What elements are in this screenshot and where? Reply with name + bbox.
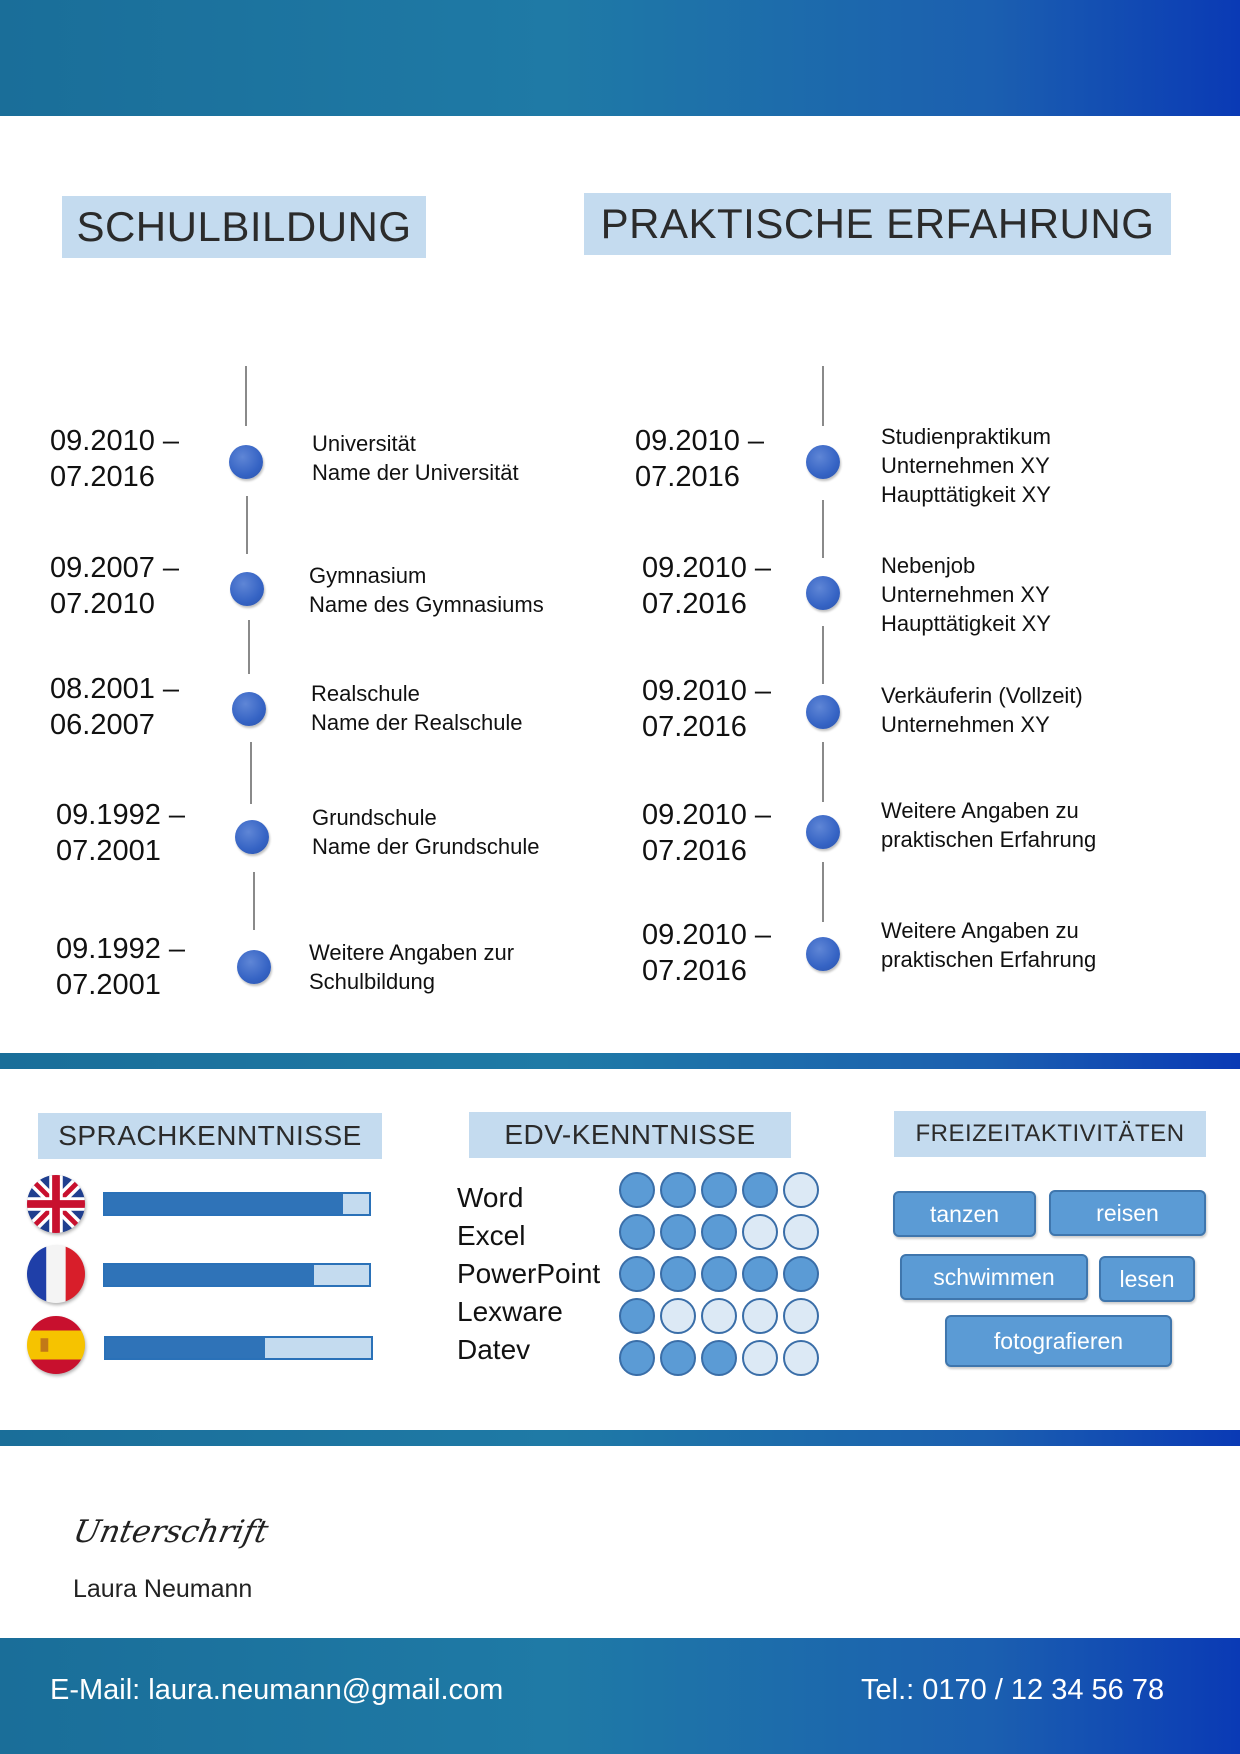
timeline-dot	[806, 815, 840, 849]
rating-circle	[783, 1340, 819, 1376]
header-band	[0, 0, 1240, 116]
timeline-dot	[230, 572, 264, 606]
rating-circle	[660, 1256, 696, 1292]
experience-date: 09.2010 – 07.2016	[642, 552, 772, 620]
hobby-tag: fotografieren	[945, 1315, 1172, 1367]
language-level-fill	[105, 1194, 343, 1214]
education-date: 09.2010 – 07.2016	[50, 425, 180, 493]
timeline-connector	[253, 872, 255, 930]
rating-circle	[783, 1214, 819, 1250]
language-level-fill	[106, 1338, 265, 1358]
timeline-connector	[246, 496, 248, 554]
education-date: 09.2007 – 07.2010	[50, 552, 180, 620]
experience-date: 09.2010 – 07.2016	[642, 919, 772, 987]
france-flag-icon	[27, 1245, 85, 1303]
rating-circle	[660, 1298, 696, 1334]
timeline-connector	[822, 626, 824, 684]
timeline-dot	[806, 445, 840, 479]
experience-entry: Studienpraktikum Unternehmen XY Haupttätigkeit XY	[881, 424, 1051, 507]
timeline-dot	[232, 692, 266, 726]
timeline-dot	[806, 576, 840, 610]
timeline-connector	[245, 366, 247, 426]
experience-entry: Weitere Angaben zu praktischen Erfahrung	[881, 918, 1097, 972]
timeline-connector	[822, 366, 824, 426]
education-heading: SCHULBILDUNG	[62, 196, 426, 258]
rating-circle	[619, 1256, 655, 1292]
education-entry: Realschule Name der Realschule	[311, 681, 523, 735]
hobby-tag: tanzen	[893, 1191, 1036, 1237]
signature-handwriting: Unterschrift	[70, 1514, 272, 1550]
rating-circle	[783, 1256, 819, 1292]
experience-date: 09.2010 – 07.2016	[642, 799, 772, 867]
education-date: 08.2001 – 06.2007	[50, 673, 180, 741]
education-entry: Gymnasium Name des Gymnasiums	[309, 563, 544, 617]
timeline-connector	[822, 862, 824, 922]
it-skills-heading: EDV-KENNTNISSE	[469, 1112, 791, 1158]
timeline-connector	[822, 742, 824, 802]
experience-heading: PRAKTISCHE ERFAHRUNG	[584, 193, 1171, 255]
timeline-dot	[806, 695, 840, 729]
footer-email: E-Mail: laura.neumann@gmail.com	[50, 1674, 504, 1706]
hobby-tag: schwimmen	[900, 1254, 1088, 1300]
it-skill-label: PowerPoint	[457, 1258, 601, 1289]
rating-circle	[660, 1214, 696, 1250]
rating-circle	[783, 1298, 819, 1334]
language-level-bar	[104, 1336, 373, 1360]
rating-circle	[742, 1172, 778, 1208]
timeline-dot	[237, 950, 271, 984]
rating-circle	[742, 1214, 778, 1250]
timeline-dot	[235, 820, 269, 854]
language-level-bar	[103, 1192, 371, 1216]
timeline-connector	[250, 742, 252, 804]
rating-circle	[742, 1340, 778, 1376]
uk-flag-icon	[27, 1175, 85, 1233]
timeline-dot	[229, 445, 263, 479]
it-skill-label: Datev	[457, 1334, 531, 1365]
experience-entry: Weitere Angaben zu praktischen Erfahrung	[881, 798, 1097, 852]
languages-heading: SPRACHKENNTNISSE	[38, 1113, 382, 1159]
it-skill-label: Word	[457, 1182, 524, 1213]
education-entry: Universität Name der Universität	[312, 431, 519, 485]
rating-circle	[660, 1172, 696, 1208]
rating-circle	[619, 1172, 655, 1208]
rating-circle	[619, 1214, 655, 1250]
education-date: 09.1992 – 07.2001	[56, 799, 186, 867]
education-entry: Weitere Angaben zur Schulbildung	[309, 940, 515, 994]
language-level-bar	[103, 1263, 371, 1287]
it-skill-label: Lexware	[457, 1296, 563, 1327]
experience-entry: Verkäuferin (Vollzeit) Unternehmen XY	[881, 683, 1083, 737]
rating-circle	[701, 1214, 737, 1250]
rating-circle	[783, 1172, 819, 1208]
education-entry: Grundschule Name der Grundschule	[312, 805, 540, 859]
language-level-fill	[105, 1265, 314, 1285]
rating-circle	[701, 1298, 737, 1334]
experience-date: 09.2010 – 07.2016	[642, 675, 772, 743]
rating-circle	[701, 1340, 737, 1376]
timeline-connector	[822, 500, 824, 558]
rating-circle	[660, 1340, 696, 1376]
rating-circle	[619, 1298, 655, 1334]
education-date: 09.1992 – 07.2001	[56, 933, 186, 1001]
divider-band	[0, 1430, 1240, 1446]
rating-circle	[619, 1340, 655, 1376]
divider-band	[0, 1053, 1240, 1069]
experience-date: 09.2010 – 07.2016	[635, 425, 765, 493]
experience-entry: Nebenjob Unternehmen XY Haupttätigkeit XY	[881, 553, 1051, 636]
rating-circle	[742, 1298, 778, 1334]
rating-circle	[701, 1256, 737, 1292]
rating-circle	[701, 1172, 737, 1208]
hobby-tag: reisen	[1049, 1190, 1206, 1236]
timeline-connector	[248, 620, 250, 674]
hobby-tag: lesen	[1099, 1256, 1195, 1302]
timeline-dot	[806, 937, 840, 971]
signature-name: Laura Neumann	[73, 1575, 253, 1603]
rating-circle	[742, 1256, 778, 1292]
footer-phone: Tel.: 0170 / 12 34 56 78	[861, 1674, 1165, 1706]
spain-flag-icon	[27, 1316, 85, 1374]
it-skill-label: Excel	[457, 1220, 526, 1251]
hobbies-heading: FREIZEITAKTIVITÄTEN	[894, 1111, 1206, 1157]
